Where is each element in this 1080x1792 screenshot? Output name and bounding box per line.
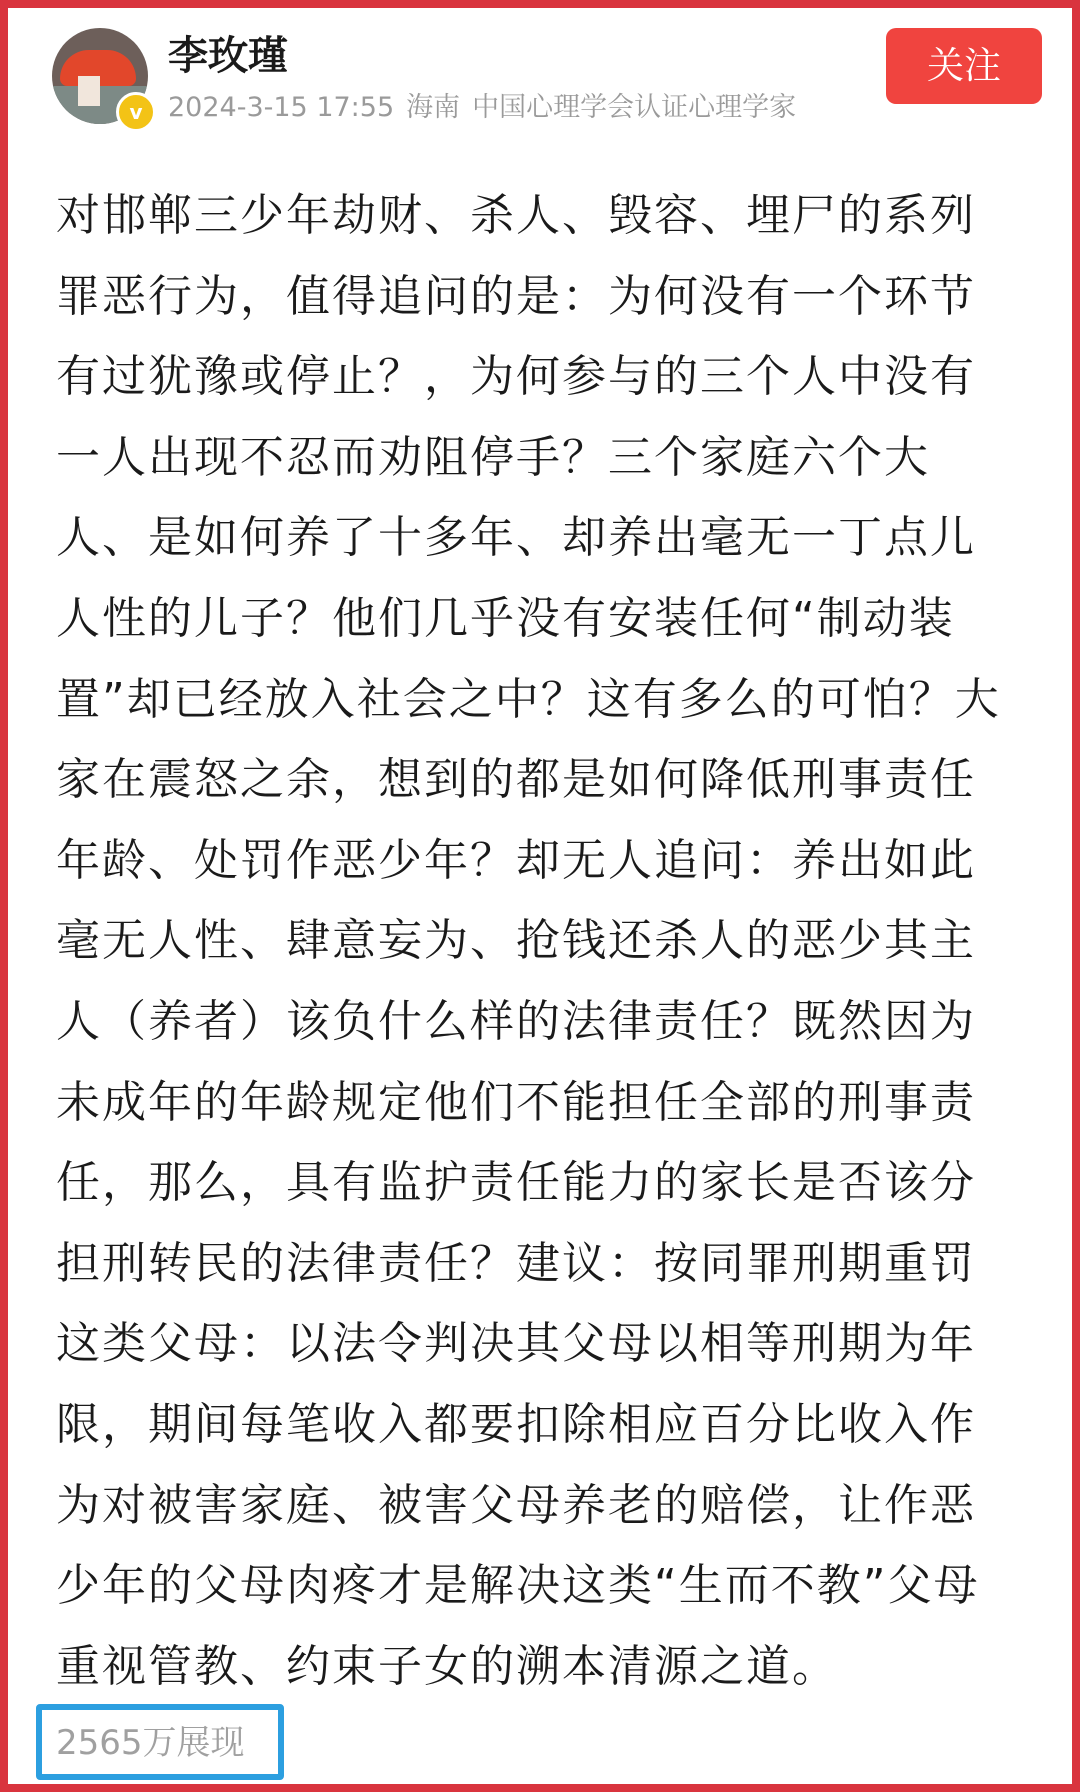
follow-button[interactable]: 关注 <box>886 28 1042 104</box>
post-location: 海南 <box>406 92 461 123</box>
avatar-figure-shape <box>78 76 100 106</box>
post-meta <box>168 90 808 126</box>
verified-badge-icon: v <box>116 92 156 132</box>
impressions-highlight-box <box>36 1704 284 1780</box>
post-header <box>52 28 1044 138</box>
author-credential: 中国心理学会认证心理学家 <box>472 92 797 123</box>
post-date: 2024-3-15 17:55 <box>168 92 395 123</box>
post-body-text: 对邯郸三少年劫财、杀人、毁容、埋尸的系列 罪恶行为，值得追问的是：为何没有一个环节 有过犹豫或停止？，为何参与的三个人中没有 一人出现不忍而劝阻停手？三个家庭六个大 人、是如何养了十多年、却养出毫无一丁点儿 人性的儿子？他们几乎没有安装任何“制动装 置”却已经放入社会之中？这有多么的可怕？大 家在震怒之余，想到的都是如何降低刑事责任 年龄、处罚作恶少年？却无人追问：养出如此 毫无人性、肆意妄为、抢钱还杀人的恶少其主 人（养者）该负什么样的法律责任？既然因为 未成年的年龄规定他们不能担任全部的刑事责 任，那么，具有监护责任能力的家长是否该分 担刑转民的法律责任？建议：按同罪刑期重罚 这类父母：以法令判决其父母以相等刑期为年 限，期间每笔收入都要扣除相应百分比收入作 为对被害家庭、被害父母养老的赔偿，让作恶 少年的父母肉疼才是解决这类“生而不教”父母 重视管教、约束子女的溯本清源之道。 <box>56 190 1001 1692</box>
author-name[interactable]: 李玫瑾 <box>168 33 288 79</box>
impressions-count: 2565万展现 <box>56 1723 245 1763</box>
